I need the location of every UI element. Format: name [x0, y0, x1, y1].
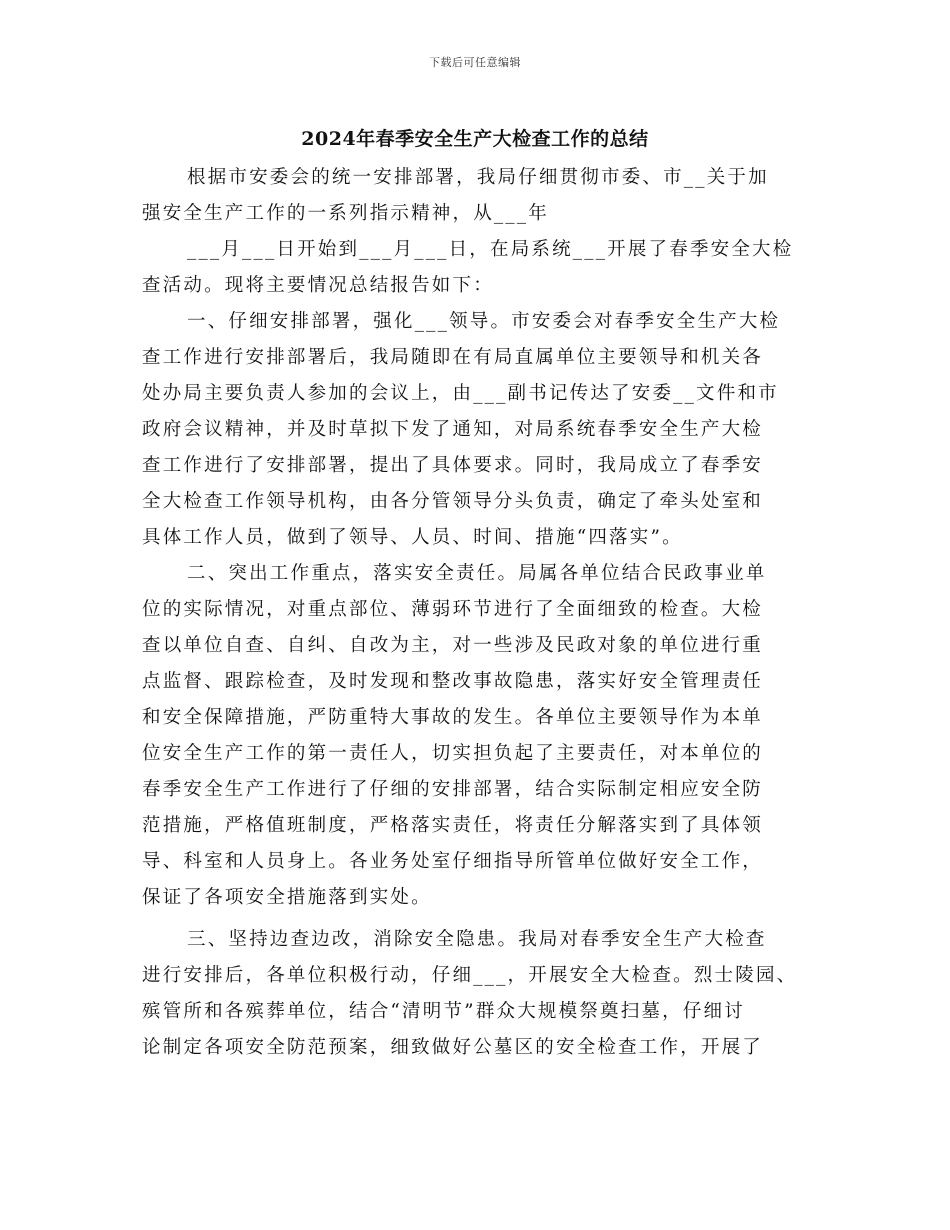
body-line: 查工作进行了安排部署，提出了具体要求。同时，我局成立了春季安: [142, 455, 764, 476]
body-line: ___月___日开始到___月___日，在局系统___开展了春季安全大检: [187, 239, 794, 260]
body-line: 一、仔细安排部署，强化___领导。市安委会对春季安全生产大检: [187, 311, 781, 332]
body-line: 进行安排后，各单位积极行动，仔细___，开展安全大检查。烈士陵园、: [142, 965, 798, 986]
body-line: 具体工作人员，做到了领导、人员、时间、措施“四落实”。: [142, 527, 683, 548]
body-line: 查活动。现将主要情况总结报告如下：: [142, 275, 494, 296]
body-line: 处办局主要负责人参加的会议上，由___副书记传达了安委__文件和市: [142, 383, 779, 404]
body-line: 二、突出工作重点，落实安全责任。局属各单位结合民政事业单: [187, 563, 767, 584]
document-title: 2024年春季安全生产大检查工作的总结: [301, 128, 649, 150]
body-line: 强安全生产工作的一系列指示精神，从___年: [142, 203, 549, 224]
body-line: 春季安全生产工作进行了仔细的安排部署，结合实际制定相应安全防: [142, 779, 764, 800]
body-line: 导、科室和人员身上。各业务处室仔细指导所管单位做好安全工作，: [142, 851, 764, 872]
body-line: 根据市安委会的统一安排部署，我局仔细贯彻市委、市__关于加: [187, 167, 769, 188]
body-line: 和安全保障措施，严防重特大事故的发生。各单位主要领导作为本单: [142, 707, 764, 728]
body-line: 全大检查工作领导机构，由各分管领导分头负责，确定了牵头处室和: [142, 491, 764, 512]
body-line: 保证了各项安全措施落到实处。: [142, 887, 432, 908]
body-line: 查以单位自查、自纠、自改为主，对一些涉及民政对象的单位进行重: [142, 635, 764, 656]
document-body: [142, 160, 814, 1066]
body-line: 政府会议精神，并及时草拟下发了通知，对局系统春季安全生产大检: [142, 419, 764, 440]
body-line: 三、坚持边查边改，消除安全隐患。我局对春季安全生产大检查: [187, 929, 767, 950]
body-line: 查工作进行安排部署后，我局随即在有局直属单位主要领导和机关各: [142, 347, 764, 368]
body-line: 范措施，严格值班制度，严格落实责任，将责任分解落实到了具体领: [142, 815, 764, 836]
body-line: 位的实际情况，对重点部位、薄弱环节进行了全面细致的检查。大检: [142, 599, 764, 620]
body-line: 论制定各项安全防范预案，细致做好公墓区的安全检查工作，开展了: [142, 1037, 764, 1058]
body-line: 殡管所和各殡葬单位，结合“清明节”群众大规模祭奠扫墓，仔细讨: [142, 1001, 745, 1022]
body-line: 点监督、跟踪检查，及时发现和整改事故隐患，落实好安全管理责任: [142, 671, 764, 692]
body-line: 位安全生产工作的第一责任人，切实担负起了主要责任，对本单位的: [142, 743, 764, 764]
header-note: 下载后可任意编辑: [429, 56, 521, 69]
